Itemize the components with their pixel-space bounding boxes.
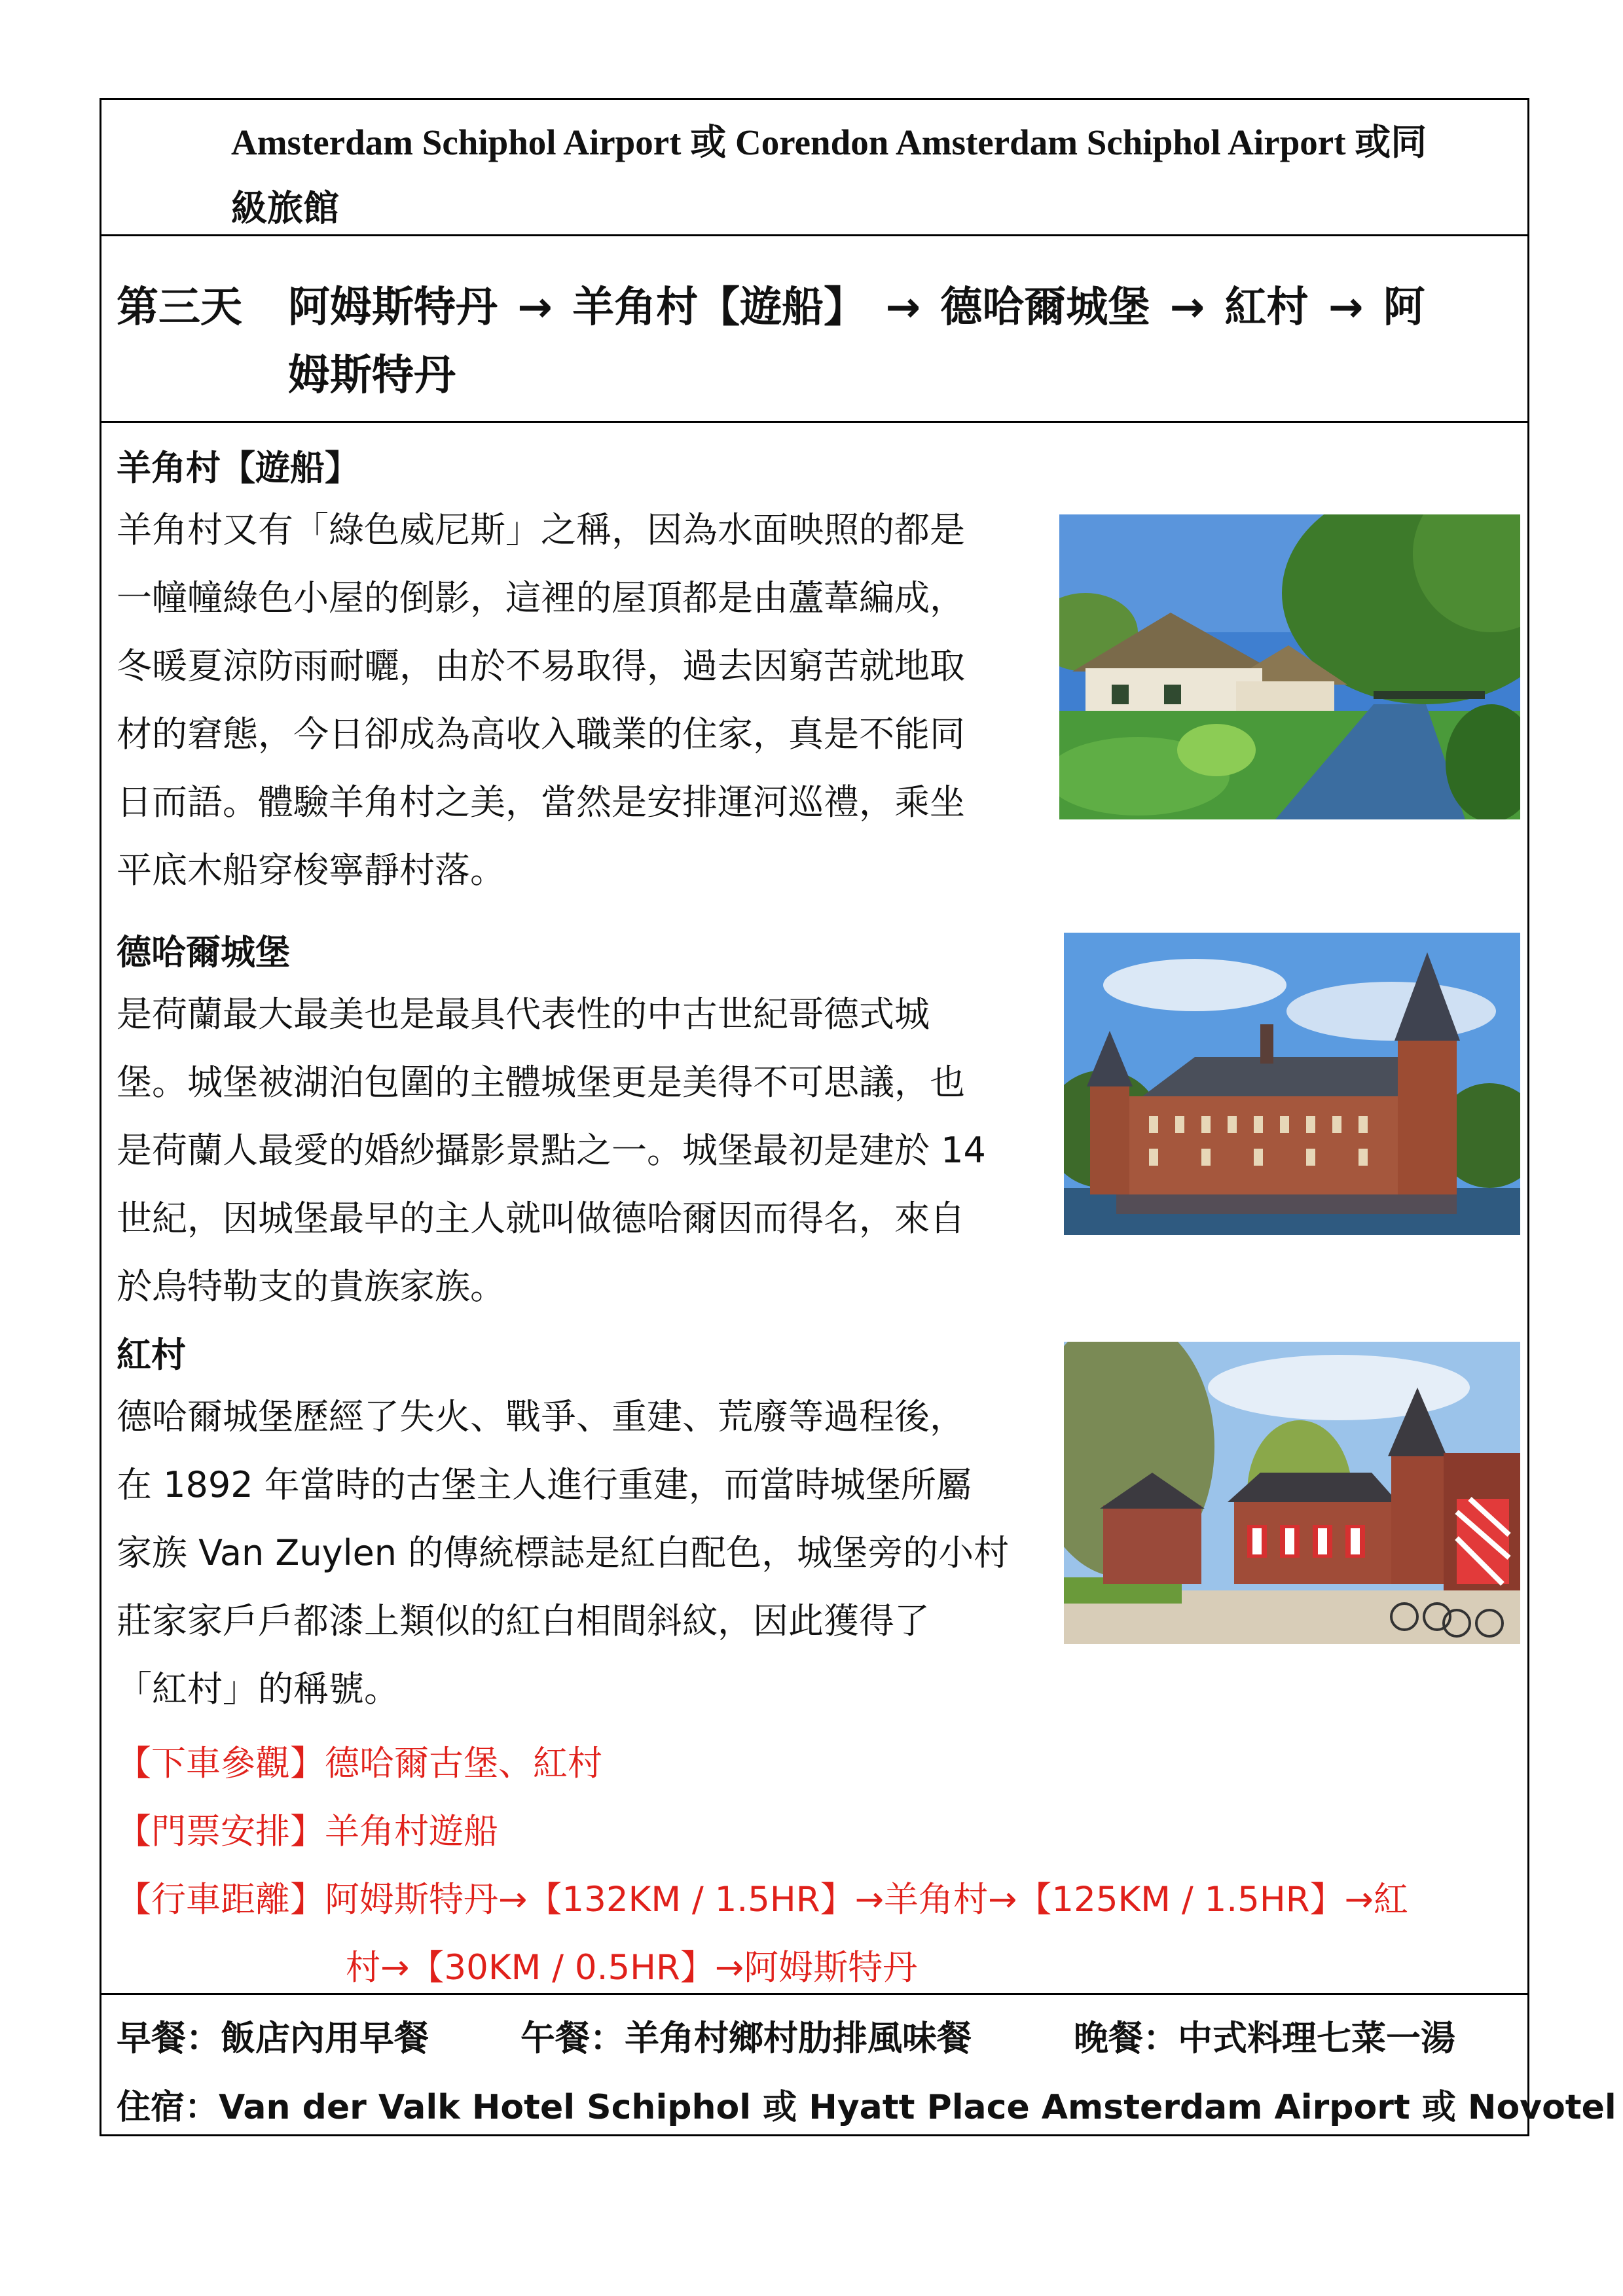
paragraph-line: 是荷蘭最大最美也是最具代表性的中古世紀哥德式城 <box>117 994 930 1035</box>
paragraph-line: 羊角村又有「綠色威尼斯」之稱，因為水面映照的都是 <box>117 509 965 550</box>
paragraph-line: 在 1892 年當時的古堡主人進行重建，而當時城堡所屬 <box>117 1464 972 1505</box>
dinner: 晚餐：中式料理七菜一湯 <box>1074 2018 1455 2058</box>
section-title-de-haar: 德哈爾城堡 <box>117 933 290 973</box>
paragraph-line: 於烏特勒支的貴族家族。 <box>117 1266 505 1307</box>
row-divider <box>100 1993 1529 1995</box>
giethoorn-canal-photo <box>1059 514 1520 819</box>
paragraph-line: 「紅村」的稱號。 <box>117 1668 399 1710</box>
paragraph-line: 莊家家戶戶都漆上類似的紅白相間斜紋，因此獲得了 <box>117 1600 930 1641</box>
day-route-line2: 姆斯特丹 <box>288 351 456 400</box>
section-title-red-village: 紅村 <box>117 1335 186 1375</box>
paragraph-line: 是荷蘭人最愛的婚紗攝影景點之一。城堡最初是建於 14 <box>117 1130 986 1171</box>
row-divider <box>100 421 1529 423</box>
paragraph-line: 一幢幢綠色小屋的倒影，這裡的屋頂都是由蘆葦編成， <box>117 577 965 619</box>
red-village-photo <box>1064 1342 1520 1644</box>
de-haar-castle-photo <box>1064 933 1520 1235</box>
section-title-giethoorn: 羊角村【遊船】 <box>117 448 359 488</box>
breakfast: 早餐：飯店內用早餐 <box>117 2018 429 2058</box>
accommodation: 住宿：Van der Valk Hotel Schiphol 或 Hyatt Place Amsterdam Airport 或 Novotel <box>117 2088 1616 2127</box>
paragraph-line: 平底木船穿梭寧靜村落。 <box>117 850 505 891</box>
distance-info-line2: 村→【30KM / 0.5HR】→阿姆斯特丹 <box>346 1948 918 1988</box>
paragraph-line: 家族 Van Zuylen 的傳統標誌是紅白配色，城堡旁的小村 <box>117 1532 1010 1573</box>
distance-info-line1: 【行車距離】阿姆斯特丹→【132KM / 1.5HR】→羊角村→【125KM / 1.5HR】→紅 <box>117 1880 1408 1920</box>
paragraph-line: 世紀，因城堡最早的主人就叫做德哈爾因而得名，來自 <box>117 1198 965 1239</box>
ticket-info: 【門票安排】羊角村遊船 <box>117 1812 498 1852</box>
visit-info: 【下車參觀】德哈爾古堡、紅村 <box>117 1744 602 1784</box>
paragraph-line: 材的窘態，今日卻成為高收入職業的住家，真是不能同 <box>117 713 965 755</box>
paragraph-line: 堡。城堡被湖泊包圍的主體城堡更是美得不可思議，也 <box>117 1062 965 1103</box>
paragraph-line: 日而語。體驗羊角村之美，當然是安排運河巡禮，乘坐 <box>117 781 965 823</box>
paragraph-line: 冬暖夏涼防雨耐曬，由於不易取得，過去因窮苦就地取 <box>117 645 965 687</box>
day-label: 第三天 <box>117 283 242 332</box>
paragraph-line: 德哈爾城堡歷經了失火、戰爭、重建、荒廢等過程後， <box>117 1396 965 1437</box>
lunch: 午餐：羊角村鄉村肋排風味餐 <box>520 2018 972 2058</box>
day-route-line1: 阿姆斯特丹 → 羊角村【遊船】 → 德哈爾城堡 → 紅村 → 阿 <box>288 283 1425 332</box>
hotel-prev-line1: Amsterdam Schiphol Airport 或 Corendon Amsterdam Schiphol Airport 或同 <box>231 122 1427 162</box>
hotel-prev-line2: 級旅館 <box>231 187 340 229</box>
